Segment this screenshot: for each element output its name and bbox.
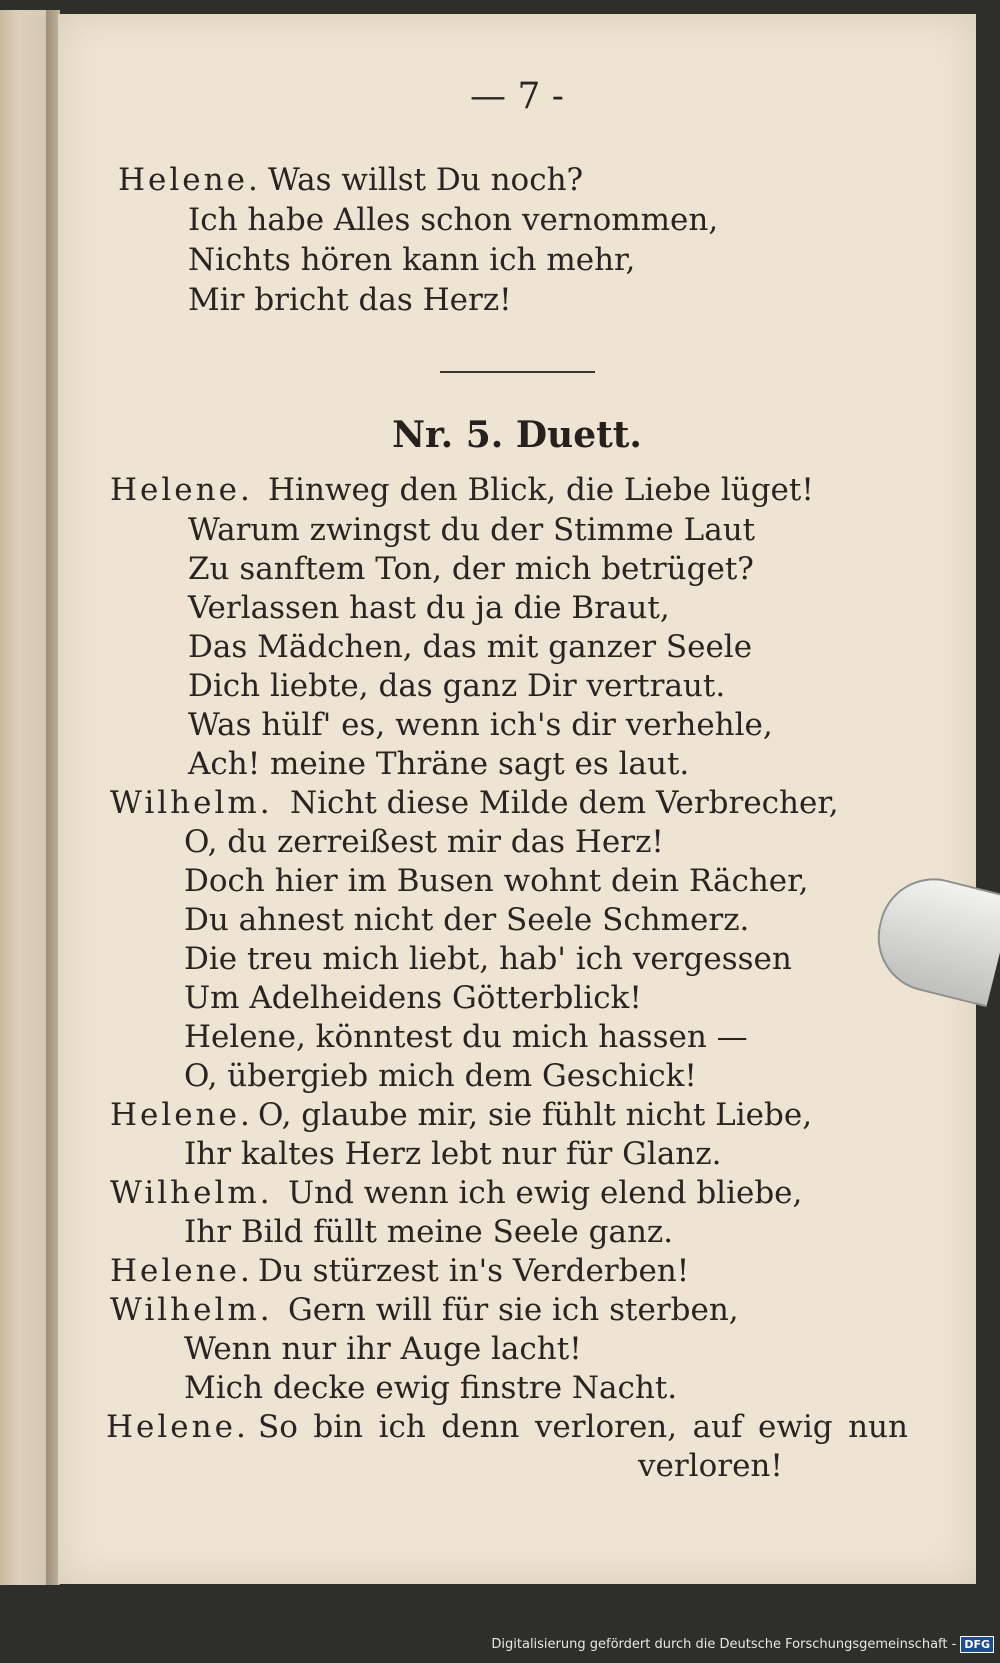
verse-line: Ich habe Alles schon vernommen, <box>188 202 719 238</box>
verse-line: Du ahnest nicht der Seele Schmerz. <box>184 902 750 938</box>
verse-line: Und wenn ich ewig elend bliebe, <box>288 1175 803 1211</box>
verse-line: Ach! meine Thräne sagt es laut. <box>188 746 690 782</box>
section-title: Nr. 5. Duett. <box>392 414 642 456</box>
verse-line: O, glaube mir, sie fühlt nicht Liebe, <box>258 1097 813 1133</box>
verse-line: Doch hier im Busen wohnt dein Rächer, <box>184 863 809 899</box>
verse-line: Nicht diese Milde dem Verbrecher, <box>290 785 839 821</box>
verse-line: Verlassen hast du ja die Braut, <box>188 590 670 626</box>
section-divider <box>440 371 595 373</box>
verse-line: Was hülf' es, wenn ich's dir verhehle, <box>188 707 773 743</box>
verse-line: Ihr Bild füllt meine Seele ganz. <box>184 1214 674 1250</box>
page-number: — 7 - <box>470 76 564 117</box>
verse-line: Wenn nur ihr Auge lacht! <box>184 1331 582 1367</box>
footer-credit <box>491 1633 994 1655</box>
verse-line: O, du zerreißest mir das Herz! <box>184 824 664 860</box>
verse-line: Gern will für sie ich sterben, <box>288 1292 739 1328</box>
verse-line: Hinweg den Blick, die Liebe lüget! <box>268 472 814 508</box>
speaker-name: Helene. <box>110 1097 253 1133</box>
credit-text: Digitalisierung gefördert durch die Deutsche Forschungsgemeinschaft - <box>491 1636 957 1652</box>
dfg-logo-icon: DFG <box>960 1636 994 1653</box>
verse-line: Das Mädchen, das mit ganzer Seele <box>188 629 753 665</box>
verse-line: Ihr kaltes Herz lebt nur für Glanz. <box>184 1136 722 1172</box>
verse-line: Was willst Du noch? <box>268 162 584 198</box>
previous-page-edge <box>0 10 46 1585</box>
speaker-name: Wilhelm. <box>110 785 273 821</box>
verse-line: Helene, könntest du mich hassen — <box>184 1019 748 1055</box>
verse-line: Um Adelheidens Götterblick! <box>184 980 642 1016</box>
speaker-name: Helene. <box>106 1409 249 1445</box>
speaker-name: Helene. <box>110 1253 253 1289</box>
verse-line: Dich liebte, das ganz Dir vertraut. <box>188 668 726 704</box>
speaker-name: Wilhelm. <box>110 1292 273 1328</box>
speaker-name: Wilhelm. <box>110 1175 273 1211</box>
verse-line: Mich decke ewig finstre Nacht. <box>184 1370 678 1406</box>
verse-line: Mir bricht das Herz! <box>188 282 512 318</box>
verse-line: Nichts hören kann ich mehr, <box>188 242 636 278</box>
verse-line: O, übergieb mich dem Geschick! <box>184 1058 697 1094</box>
verse-line: Zu sanftem Ton, der mich betrüget? <box>188 551 754 587</box>
verse-line: Die treu mich liebt, hab' ich vergessen <box>184 941 792 977</box>
book-page <box>58 14 976 1584</box>
speaker-name: Helene. <box>110 472 253 508</box>
verse-line: verloren! <box>638 1448 783 1484</box>
verse-line: Warum zwingst du der Stimme Laut <box>188 512 756 548</box>
speaker-name: Helene. <box>118 162 261 198</box>
verse-line: So bin ich denn verloren, auf ewig nun <box>258 1409 908 1445</box>
verse-line: Du stürzest in's Verderben! <box>258 1253 690 1289</box>
